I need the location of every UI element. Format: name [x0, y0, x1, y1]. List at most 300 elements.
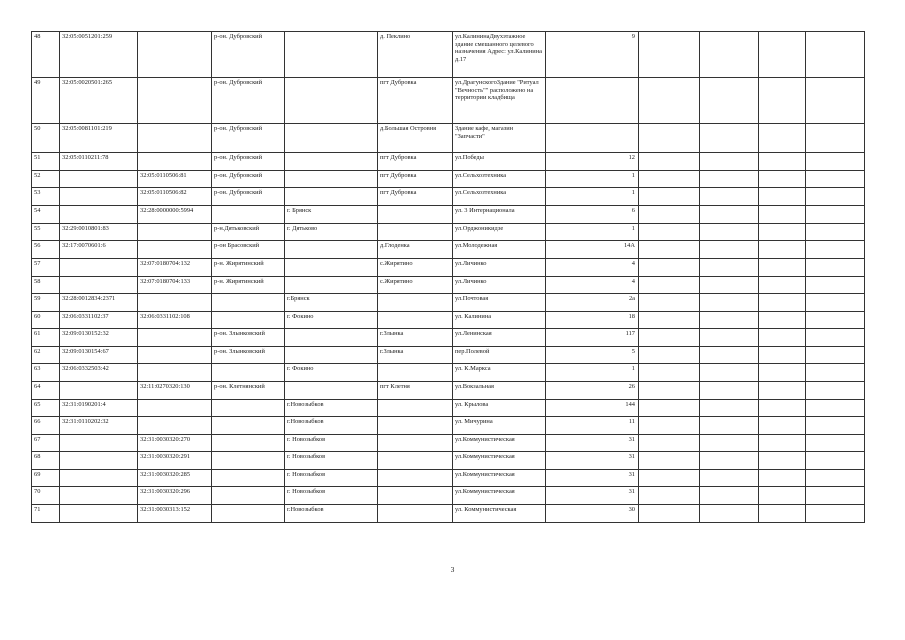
district-cell	[212, 312, 285, 329]
house-number-cell: 14А	[546, 241, 639, 259]
empty-cell	[639, 277, 700, 294]
empty-cell	[700, 224, 759, 241]
district-cell	[212, 470, 285, 487]
address-cell: ул. Коммунистическая	[453, 505, 546, 523]
empty-cell	[700, 329, 759, 347]
cadastral-number-cell: 32:31:0190201:4	[60, 400, 138, 417]
table-row	[32, 312, 865, 329]
empty-cell	[700, 259, 759, 277]
empty-cell	[639, 364, 700, 382]
empty-cell	[806, 382, 865, 400]
city-cell: г. Брянск	[285, 206, 378, 224]
row-number-cell: 61	[32, 329, 60, 347]
cadastral-number-2-cell	[138, 78, 212, 124]
house-number-cell: 4	[546, 259, 639, 277]
address-cell: пер.Полевой	[453, 347, 546, 364]
settlement-cell: с.Жирятино	[378, 277, 453, 294]
empty-cell	[700, 470, 759, 487]
district-cell	[212, 294, 285, 312]
empty-cell	[806, 400, 865, 417]
address-cell: ул.Сельхозтехника	[453, 188, 546, 206]
city-cell	[285, 347, 378, 364]
district-cell	[212, 435, 285, 452]
city-cell: г. Новозыбков	[285, 487, 378, 505]
city-cell	[285, 259, 378, 277]
district-cell	[212, 400, 285, 417]
empty-cell	[759, 259, 806, 277]
table-row	[32, 435, 865, 452]
empty-cell	[639, 124, 700, 153]
city-cell	[285, 277, 378, 294]
empty-cell	[806, 312, 865, 329]
cadastral-number-cell	[60, 487, 138, 505]
table-row	[32, 32, 865, 78]
district-cell: р-н.Дятьковский	[212, 224, 285, 241]
empty-cell	[700, 487, 759, 505]
house-number-cell: 18	[546, 312, 639, 329]
row-number-cell: 56	[32, 241, 60, 259]
settlement-cell	[378, 294, 453, 312]
empty-cell	[759, 347, 806, 364]
house-number-cell: 31	[546, 435, 639, 452]
address-cell: ул.Орджоникидзе	[453, 224, 546, 241]
cadastral-number-2-cell: 32:31:0030320:296	[138, 487, 212, 505]
house-number-cell: 117	[546, 329, 639, 347]
cadastral-number-2-cell: 32:31:0030320:270	[138, 435, 212, 452]
empty-cell	[700, 347, 759, 364]
cadastral-number-cell: 32:31:0110202:32	[60, 417, 138, 435]
city-cell: г. Фокино	[285, 364, 378, 382]
empty-cell	[759, 171, 806, 188]
empty-cell	[806, 487, 865, 505]
empty-cell	[639, 347, 700, 364]
address-cell: ул.Коммунистическая	[453, 452, 546, 470]
cadastral-number-cell: 32:09:0130152:32	[60, 329, 138, 347]
cadastral-number-2-cell	[138, 400, 212, 417]
district-cell: р-он Брасовский	[212, 241, 285, 259]
empty-cell	[806, 153, 865, 171]
empty-cell	[806, 364, 865, 382]
house-number-cell: 31	[546, 487, 639, 505]
empty-cell	[759, 452, 806, 470]
cadastral-number-2-cell: 32:05:0110506:82	[138, 188, 212, 206]
row-number-cell: 70	[32, 487, 60, 505]
cadastral-number-2-cell	[138, 329, 212, 347]
address-cell: ул.КалининаДвухэтажное здание смешанного целевого назначения Адрес: ул.Калинина д.17	[453, 32, 546, 78]
address-cell: ул.Ленинская	[453, 329, 546, 347]
settlement-cell: с.Жирятино	[378, 259, 453, 277]
settlement-cell: д. Пеклино	[378, 32, 453, 78]
district-cell	[212, 505, 285, 523]
cadastral-number-cell: 32:05:0110211:78	[60, 153, 138, 171]
row-number-cell: 65	[32, 400, 60, 417]
city-cell	[285, 329, 378, 347]
settlement-cell	[378, 452, 453, 470]
house-number-cell: 31	[546, 470, 639, 487]
cadastral-number-2-cell	[138, 347, 212, 364]
settlement-cell	[378, 400, 453, 417]
empty-cell	[759, 277, 806, 294]
table-row	[32, 78, 865, 124]
empty-cell	[700, 364, 759, 382]
cadastral-number-2-cell	[138, 241, 212, 259]
empty-cell	[806, 188, 865, 206]
empty-cell	[759, 153, 806, 171]
empty-cell	[639, 188, 700, 206]
district-cell: р-н. Жирятинский	[212, 259, 285, 277]
empty-cell	[806, 452, 865, 470]
row-number-cell: 53	[32, 188, 60, 206]
table-row	[32, 241, 865, 259]
empty-cell	[639, 241, 700, 259]
empty-cell	[639, 32, 700, 78]
empty-cell	[700, 78, 759, 124]
empty-cell	[639, 312, 700, 329]
city-cell: г.Брянск	[285, 294, 378, 312]
cadastral-number-2-cell: 32:28:0000000:5994	[138, 206, 212, 224]
city-cell	[285, 382, 378, 400]
empty-cell	[700, 382, 759, 400]
property-table	[31, 31, 865, 523]
row-number-cell: 49	[32, 78, 60, 124]
address-cell: ул.Молодежная	[453, 241, 546, 259]
empty-cell	[759, 470, 806, 487]
city-cell: г.Новозыбков	[285, 400, 378, 417]
cadastral-number-2-cell	[138, 364, 212, 382]
cadastral-number-2-cell: 32:07:0180704:132	[138, 259, 212, 277]
house-number-cell: 1	[546, 188, 639, 206]
cadastral-number-cell	[60, 206, 138, 224]
empty-cell	[806, 224, 865, 241]
table-row	[32, 153, 865, 171]
address-cell: ул. К.Маркса	[453, 364, 546, 382]
table-row	[32, 487, 865, 505]
cadastral-number-2-cell: 32:31:0030320:291	[138, 452, 212, 470]
empty-cell	[759, 329, 806, 347]
settlement-cell	[378, 417, 453, 435]
city-cell	[285, 171, 378, 188]
empty-cell	[806, 241, 865, 259]
table-row	[32, 188, 865, 206]
settlement-cell	[378, 505, 453, 523]
empty-cell	[700, 124, 759, 153]
district-cell: р-он. Дубровский	[212, 124, 285, 153]
settlement-cell: г.Злынка	[378, 329, 453, 347]
city-cell: г. Новозыбков	[285, 435, 378, 452]
table-row	[32, 329, 865, 347]
row-number-cell: 66	[32, 417, 60, 435]
cadastral-number-2-cell	[138, 32, 212, 78]
cadastral-number-2-cell: 32:05:0110506:81	[138, 171, 212, 188]
empty-cell	[700, 294, 759, 312]
district-cell: р-н. Жирятинский	[212, 277, 285, 294]
empty-cell	[759, 417, 806, 435]
table-row	[32, 470, 865, 487]
empty-cell	[700, 188, 759, 206]
district-cell: р-он. Дубровский	[212, 153, 285, 171]
address-cell: ул.Коммунистическая	[453, 435, 546, 452]
empty-cell	[639, 505, 700, 523]
empty-cell	[639, 470, 700, 487]
city-cell: г. Новозыбков	[285, 470, 378, 487]
empty-cell	[700, 277, 759, 294]
table-row	[32, 382, 865, 400]
empty-cell	[700, 400, 759, 417]
address-cell: ул.Коммунистическая	[453, 487, 546, 505]
row-number-cell: 55	[32, 224, 60, 241]
empty-cell	[806, 470, 865, 487]
row-number-cell: 63	[32, 364, 60, 382]
house-number-cell: 6	[546, 206, 639, 224]
page-number: 3	[450, 565, 455, 574]
table-row	[32, 417, 865, 435]
house-number-cell: 144	[546, 400, 639, 417]
district-cell: р-он. Дубровский	[212, 78, 285, 124]
cadastral-number-2-cell	[138, 124, 212, 153]
row-number-cell: 67	[32, 435, 60, 452]
row-number-cell: 62	[32, 347, 60, 364]
address-cell: ул.Почтовая	[453, 294, 546, 312]
empty-cell	[639, 78, 700, 124]
address-cell: ул. Калинина	[453, 312, 546, 329]
row-number-cell: 64	[32, 382, 60, 400]
empty-cell	[759, 124, 806, 153]
address-cell: Здание кафе, магазин "Запчасти"	[453, 124, 546, 153]
settlement-cell: д.Глоденка	[378, 241, 453, 259]
table-row	[32, 364, 865, 382]
cadastral-number-cell	[60, 277, 138, 294]
table-row	[32, 171, 865, 188]
empty-cell	[700, 32, 759, 78]
cadastral-number-2-cell: 32:31:0030320:285	[138, 470, 212, 487]
address-cell: ул.ДрагунскогоЗдание "Ритуал "Вечность"" расположено на территории кладбища	[453, 78, 546, 124]
district-cell	[212, 206, 285, 224]
empty-cell	[639, 382, 700, 400]
table-row	[32, 294, 865, 312]
city-cell: г.Новозыбков	[285, 417, 378, 435]
district-cell: р-он. Дубровский	[212, 32, 285, 78]
address-cell: ул. Крылова	[453, 400, 546, 417]
address-cell: ул.Личинко	[453, 259, 546, 277]
empty-cell	[700, 435, 759, 452]
settlement-cell: пгт Дубровка	[378, 153, 453, 171]
cadastral-number-2-cell	[138, 294, 212, 312]
table-row	[32, 347, 865, 364]
empty-cell	[806, 277, 865, 294]
row-number-cell: 48	[32, 32, 60, 78]
cadastral-number-cell: 32:09:0130154:67	[60, 347, 138, 364]
empty-cell	[759, 206, 806, 224]
address-cell: ул.Победы	[453, 153, 546, 171]
cadastral-number-cell	[60, 435, 138, 452]
row-number-cell: 60	[32, 312, 60, 329]
cadastral-number-cell	[60, 259, 138, 277]
address-cell: ул.Личинко	[453, 277, 546, 294]
empty-cell	[639, 259, 700, 277]
row-number-cell: 50	[32, 124, 60, 153]
empty-cell	[639, 294, 700, 312]
table-row	[32, 259, 865, 277]
city-cell	[285, 153, 378, 171]
address-cell: ул.Коммунистическая	[453, 470, 546, 487]
empty-cell	[806, 171, 865, 188]
empty-cell	[806, 259, 865, 277]
cadastral-number-cell	[60, 505, 138, 523]
settlement-cell: пгт Клетня	[378, 382, 453, 400]
empty-cell	[700, 241, 759, 259]
empty-cell	[806, 329, 865, 347]
city-cell	[285, 124, 378, 153]
house-number-cell: 2а	[546, 294, 639, 312]
settlement-cell: пгт Дубровка	[378, 171, 453, 188]
district-cell	[212, 452, 285, 470]
empty-cell	[639, 329, 700, 347]
district-cell	[212, 417, 285, 435]
empty-cell	[700, 312, 759, 329]
cadastral-number-2-cell: 32:06:0331102:108	[138, 312, 212, 329]
cadastral-number-cell: 32:28:0012834:2371	[60, 294, 138, 312]
district-cell	[212, 487, 285, 505]
address-cell: ул.Сельхозтехника	[453, 171, 546, 188]
house-number-cell: 11	[546, 417, 639, 435]
empty-cell	[639, 206, 700, 224]
empty-cell	[639, 417, 700, 435]
city-cell	[285, 32, 378, 78]
district-cell: р-он. Дубровский	[212, 188, 285, 206]
cadastral-number-2-cell: 32:31:0030313:152	[138, 505, 212, 523]
house-number-cell: 5	[546, 347, 639, 364]
empty-cell	[759, 32, 806, 78]
settlement-cell: пгт Дубровка	[378, 188, 453, 206]
settlement-cell: пгт Дубровка	[378, 78, 453, 124]
cadastral-number-2-cell: 32:07:0180704:133	[138, 277, 212, 294]
empty-cell	[639, 171, 700, 188]
row-number-cell: 69	[32, 470, 60, 487]
city-cell	[285, 78, 378, 124]
empty-cell	[639, 400, 700, 417]
cadastral-number-2-cell	[138, 153, 212, 171]
house-number-cell: 26	[546, 382, 639, 400]
empty-cell	[806, 294, 865, 312]
empty-cell	[759, 188, 806, 206]
address-cell: ул. 3 Интернационала	[453, 206, 546, 224]
house-number-cell: 1	[546, 224, 639, 241]
settlement-cell	[378, 487, 453, 505]
address-cell: ул. Мичурина	[453, 417, 546, 435]
district-cell: р-он. Клетнянский	[212, 382, 285, 400]
city-cell	[285, 188, 378, 206]
house-number-cell: 9	[546, 32, 639, 78]
empty-cell	[759, 364, 806, 382]
empty-cell	[759, 224, 806, 241]
empty-cell	[806, 505, 865, 523]
row-number-cell: 51	[32, 153, 60, 171]
house-number-cell: 31	[546, 452, 639, 470]
district-cell	[212, 364, 285, 382]
district-cell: р-он. Злынковский	[212, 347, 285, 364]
cadastral-number-cell	[60, 470, 138, 487]
empty-cell	[759, 78, 806, 124]
table-row	[32, 400, 865, 417]
empty-cell	[700, 153, 759, 171]
empty-cell	[700, 452, 759, 470]
house-number-cell: 4	[546, 277, 639, 294]
table-row	[32, 124, 865, 153]
cadastral-number-cell	[60, 452, 138, 470]
house-number-cell	[546, 124, 639, 153]
house-number-cell: 30	[546, 505, 639, 523]
row-number-cell: 52	[32, 171, 60, 188]
cadastral-number-cell: 32:06:0331102:37	[60, 312, 138, 329]
house-number-cell	[546, 78, 639, 124]
cadastral-number-cell	[60, 171, 138, 188]
empty-cell	[759, 241, 806, 259]
empty-cell	[806, 435, 865, 452]
empty-cell	[639, 487, 700, 505]
table-row	[32, 452, 865, 470]
cadastral-number-2-cell	[138, 224, 212, 241]
table-row	[32, 224, 865, 241]
cadastral-number-cell: 32:06:0332503:42	[60, 364, 138, 382]
empty-cell	[759, 487, 806, 505]
city-cell: г. Новозыбков	[285, 452, 378, 470]
cadastral-number-cell	[60, 188, 138, 206]
table-row	[32, 505, 865, 523]
cadastral-number-cell	[60, 382, 138, 400]
city-cell: г. Дятьково	[285, 224, 378, 241]
house-number-cell: 1	[546, 171, 639, 188]
cadastral-number-cell: 32:17:0070601:6	[60, 241, 138, 259]
empty-cell	[759, 294, 806, 312]
empty-cell	[639, 435, 700, 452]
row-number-cell: 57	[32, 259, 60, 277]
district-cell: р-он. Злынковский	[212, 329, 285, 347]
empty-cell	[806, 32, 865, 78]
city-cell	[285, 241, 378, 259]
empty-cell	[639, 452, 700, 470]
house-number-cell: 1	[546, 364, 639, 382]
empty-cell	[759, 400, 806, 417]
table-row	[32, 277, 865, 294]
settlement-cell	[378, 364, 453, 382]
empty-cell	[639, 224, 700, 241]
empty-cell	[806, 78, 865, 124]
cadastral-number-cell: 32:05:0020501:265	[60, 78, 138, 124]
empty-cell	[700, 505, 759, 523]
settlement-cell: д.Большая Островня	[378, 124, 453, 153]
cadastral-number-2-cell: 32:11:0270320:130	[138, 382, 212, 400]
house-number-cell: 12	[546, 153, 639, 171]
cadastral-number-cell: 32:29:0010801:83	[60, 224, 138, 241]
empty-cell	[806, 417, 865, 435]
address-cell: ул.Вокзальная	[453, 382, 546, 400]
empty-cell	[759, 382, 806, 400]
district-cell: р-он. Дубровский	[212, 171, 285, 188]
row-number-cell: 54	[32, 206, 60, 224]
settlement-cell	[378, 224, 453, 241]
row-number-cell: 68	[32, 452, 60, 470]
settlement-cell: г.Злынка	[378, 347, 453, 364]
empty-cell	[759, 505, 806, 523]
settlement-cell	[378, 470, 453, 487]
empty-cell	[639, 153, 700, 171]
city-cell: г.Новозыбков	[285, 505, 378, 523]
settlement-cell	[378, 206, 453, 224]
row-number-cell: 58	[32, 277, 60, 294]
table-row	[32, 206, 865, 224]
empty-cell	[806, 206, 865, 224]
empty-cell	[700, 171, 759, 188]
